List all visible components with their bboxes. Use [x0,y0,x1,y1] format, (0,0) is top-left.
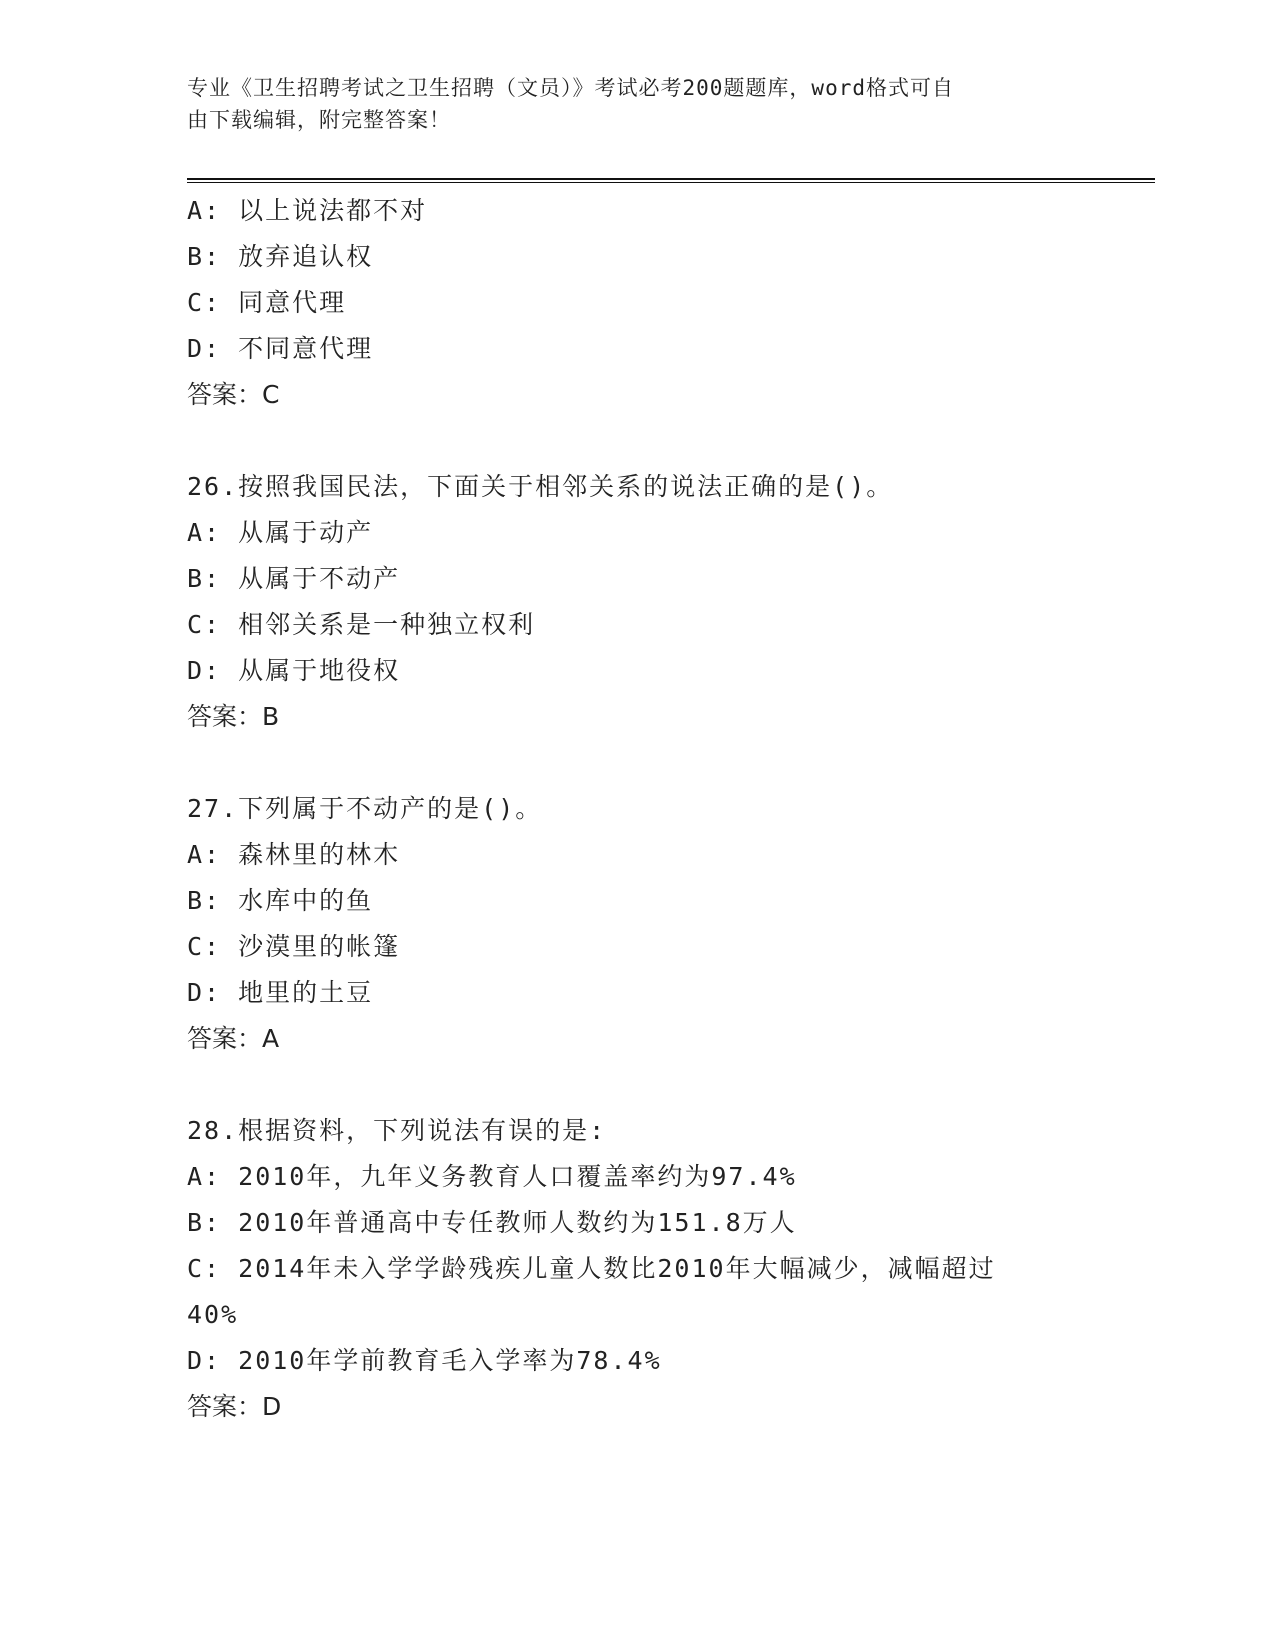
question-text: 26.按照我国民法，下面关于相邻关系的说法正确的是()。 [187,472,894,501]
option-c-continued: 40% [187,1300,239,1329]
answer-line: 答案：A [187,1024,280,1053]
option-c: C: 同意代理 [187,288,347,317]
option-a: A: 2010年，九年义务教育人口覆盖率约为97.4% [187,1162,797,1191]
answer-line: 答案：C [187,380,280,409]
question-block-27 [187,786,1087,1062]
option-c: C: 相邻关系是一种独立权利 [187,610,536,639]
spacer [187,740,1087,786]
option-d: D: 2010年学前教育毛入学率为78.4% [187,1346,662,1375]
answer-line: 答案：D [187,1392,282,1421]
question-block-25 [187,188,1087,418]
question-block-28 [187,1108,1087,1430]
option-d: D: 不同意代理 [187,334,374,363]
question-list [187,188,1087,1430]
option-a: A: 森林里的林木 [187,840,401,869]
header-line-1: 专业《卫生招聘考试之卫生招聘（文员）》考试必考200题题库，word格式可自 [187,76,954,100]
option-b: B: 2010年普通高中专任教师人数约为151.8万人 [187,1208,797,1237]
option-d: D: 从属于地役权 [187,656,401,685]
option-b: B: 从属于不动产 [187,564,401,593]
option-a: A: 从属于动产 [187,518,374,547]
answer-line: 答案：B [187,702,280,731]
option-a: A: 以上说法都不对 [187,196,428,225]
question-text: 28.根据资料，下列说法有误的是: [187,1116,607,1145]
option-b: B: 水库中的鱼 [187,886,374,915]
option-c: C: 2014年未入学学龄残疾儿童人数比2010年大幅减少，减幅超过 [187,1254,996,1283]
header-divider [187,178,1155,183]
document-header [187,72,1087,136]
option-d: D: 地里的土豆 [187,978,374,1007]
spacer [187,418,1087,464]
option-b: B: 放弃追认权 [187,242,374,271]
question-block-26 [187,464,1087,740]
question-text: 27.下列属于不动产的是()。 [187,794,543,823]
option-c: C: 沙漠里的帐篷 [187,932,401,961]
spacer [187,1062,1087,1108]
header-line-2: 由下载编辑，附完整答案！ [187,108,451,132]
